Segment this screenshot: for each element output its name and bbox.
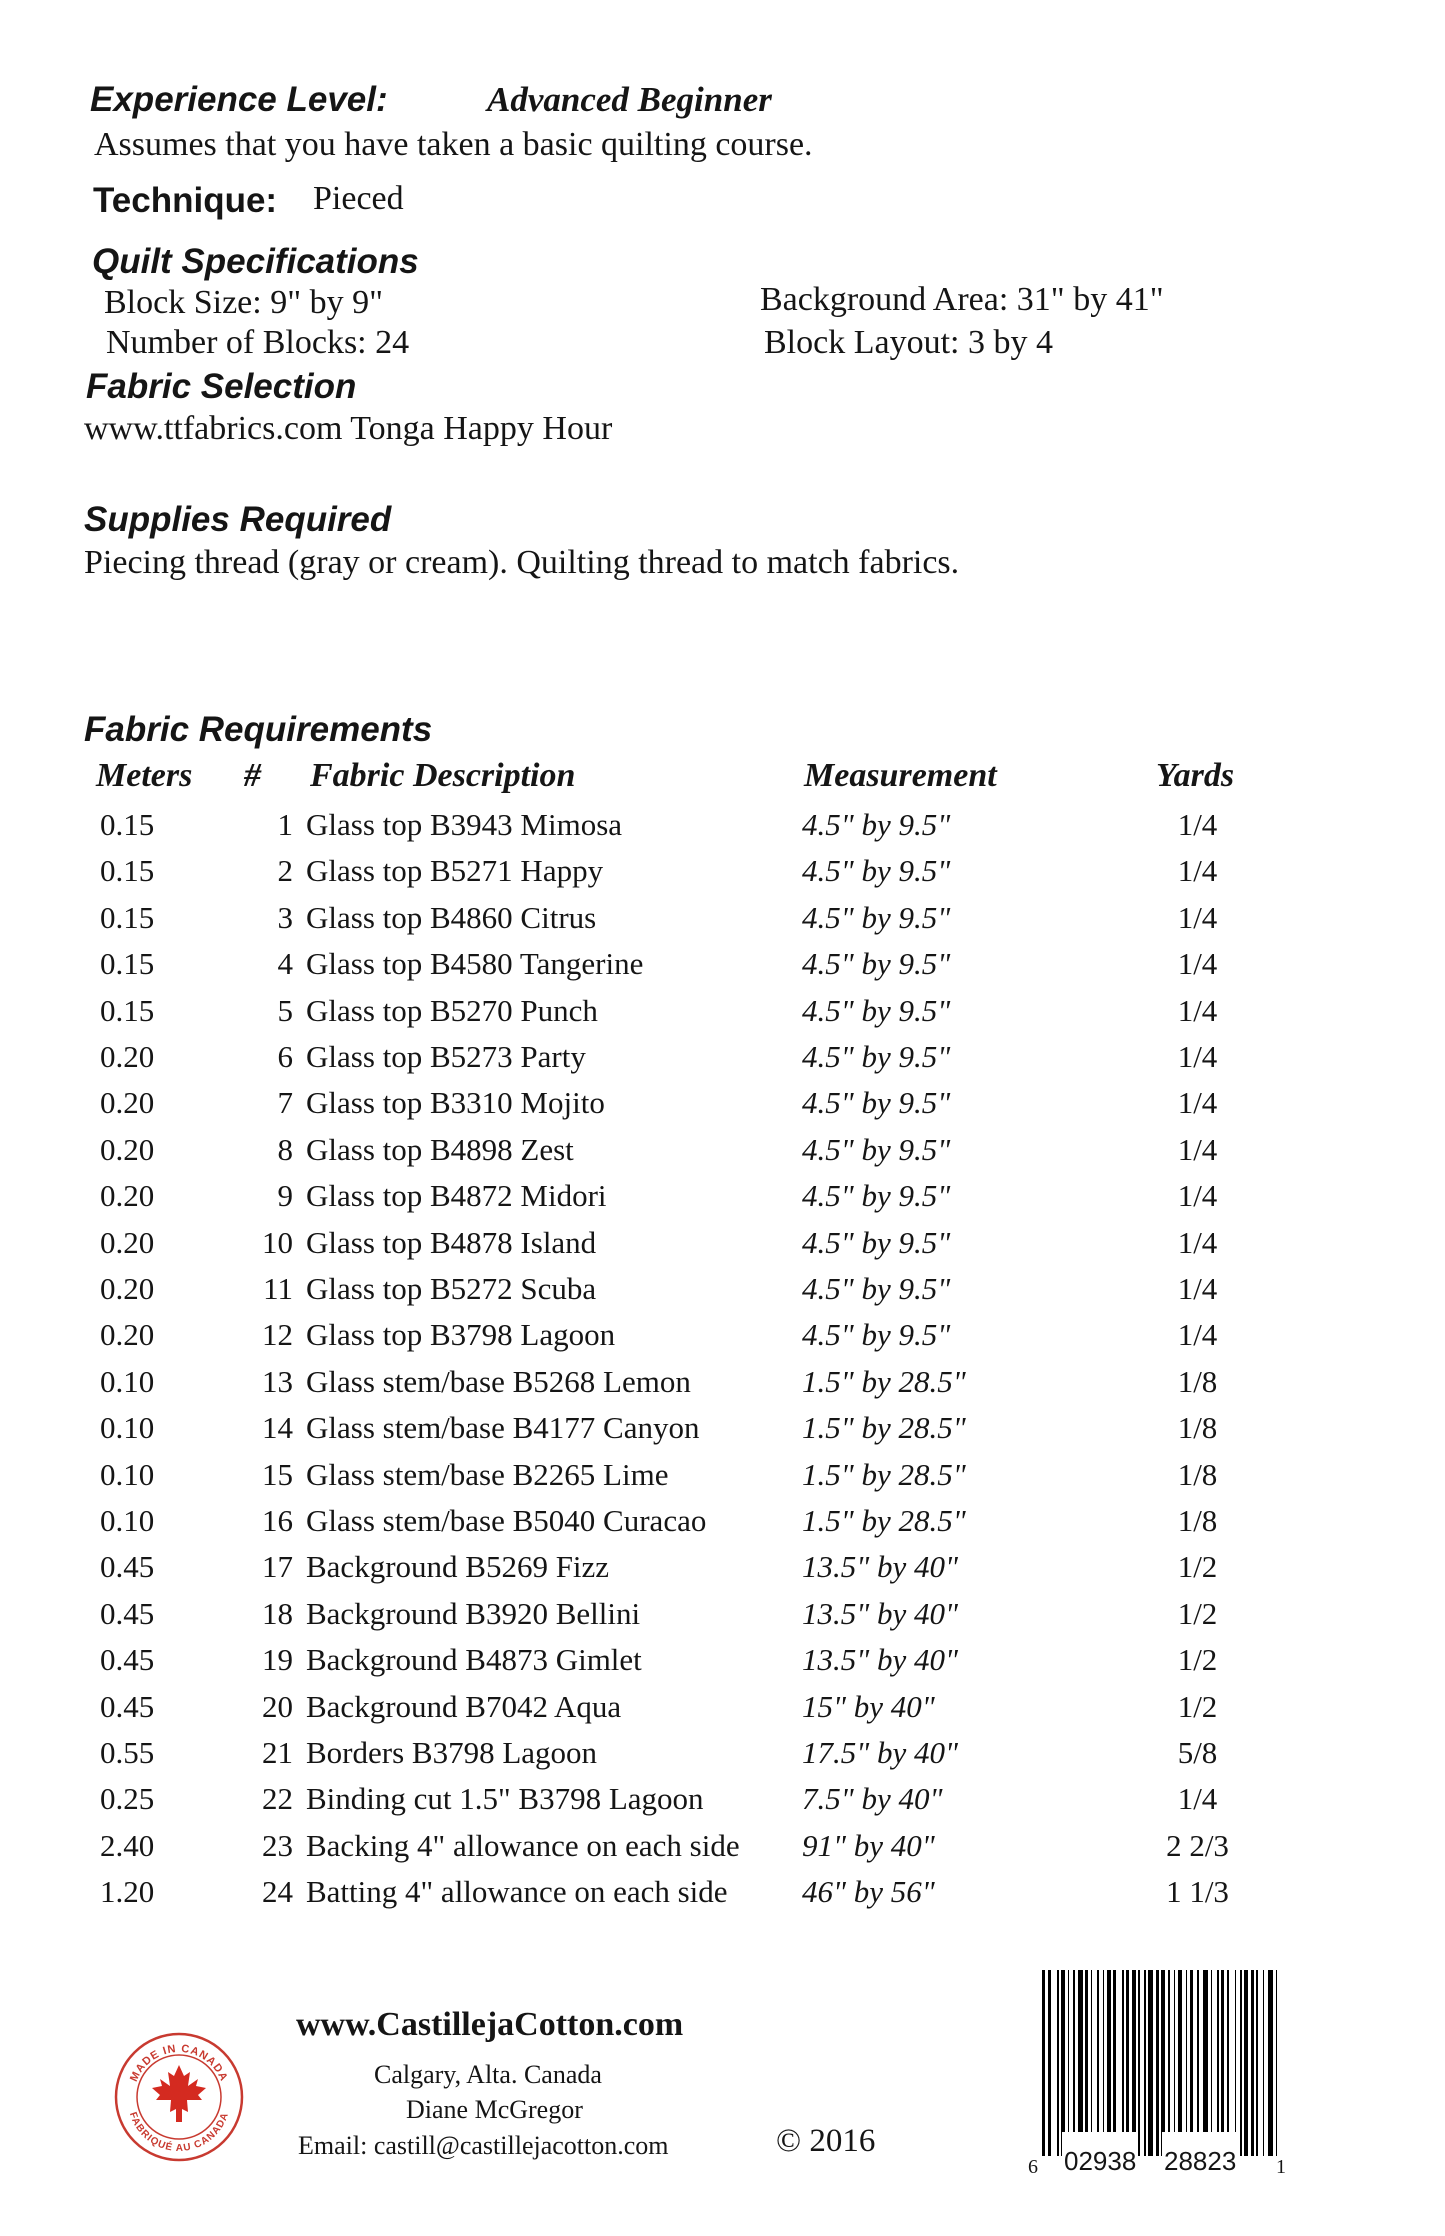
barcode-bar: [1235, 1970, 1236, 2156]
barcode-bar: [1276, 1970, 1277, 2156]
number-cell: 17: [262, 1549, 293, 1584]
block-layout: Block Layout: 3 by 4: [764, 324, 1053, 361]
yards-cell: 1/4: [1177, 1132, 1218, 1167]
yards-cell: 2 2/3: [1166, 1828, 1229, 1863]
description-cell: Background B7042 Aqua: [306, 1689, 622, 1724]
barcode-bar: [1244, 1970, 1248, 2156]
experience-level-label: Experience Level:: [90, 80, 388, 119]
measurement-cell: 1.5" by 28.5": [802, 1503, 966, 1538]
table-row: [0, 946, 1445, 992]
barcode-lead-digit: 6: [1028, 2156, 1038, 2178]
yards-cell: 1/8: [1177, 1457, 1218, 1492]
meters-cell: 0.20: [100, 1317, 155, 1352]
barcode-bar: [1042, 1970, 1045, 2156]
seal-bottom-text: FABRIQUÉ AU CANADA: [126, 2110, 232, 2155]
experience-level-value: Advanced Beginner: [487, 80, 772, 119]
fabric-selection-text: www.ttfabrics.com Tonga Happy Hour: [84, 410, 613, 447]
barcode-check-digit: 1: [1276, 2156, 1286, 2178]
table-row: [0, 807, 1445, 853]
table-row: [0, 900, 1445, 946]
city-text: Calgary, Alta. Canada: [374, 2060, 602, 2089]
number-cell: 10: [262, 1225, 293, 1260]
author-name: Diane McGregor: [406, 2095, 583, 2124]
description-cell: Glass top B3310 Mojito: [306, 1085, 605, 1120]
block-size: Block Size: 9" by 9": [104, 284, 383, 321]
barcode-right-digits: 28823: [1164, 2146, 1237, 2176]
table-row: [0, 1689, 1445, 1735]
number-cell: 6: [277, 1039, 293, 1074]
number-cell: 13: [262, 1364, 293, 1399]
barcode-bar: [1156, 1970, 1159, 2156]
meters-cell: 0.10: [100, 1410, 155, 1445]
barcode-bar: [1186, 1970, 1187, 2156]
number-cell: 3: [277, 900, 293, 935]
yards-cell: 1/2: [1177, 1689, 1218, 1724]
quilt-specifications-heading: Quilt Specifications: [92, 242, 419, 281]
number-cell: 20: [262, 1689, 293, 1724]
yards-cell: 1/4: [1177, 1039, 1218, 1074]
barcode-bar: [1073, 1970, 1075, 2156]
barcode-bar: [1122, 1970, 1124, 2156]
number-cell: 4: [277, 946, 293, 981]
table-row: [0, 1642, 1445, 1688]
measurement-cell: 1.5" by 28.5": [802, 1457, 966, 1492]
barcode-bar: [1097, 1970, 1099, 2156]
experience-note: Assumes that you have taken a basic quilting course.: [94, 126, 813, 163]
meters-cell: 0.15: [100, 993, 155, 1028]
number-cell: 5: [277, 993, 293, 1028]
description-cell: Glass stem/base B4177 Canyon: [306, 1410, 700, 1445]
meters-cell: 0.45: [100, 1596, 155, 1631]
meters-cell: 0.20: [100, 1271, 155, 1306]
number-cell: 2: [277, 853, 293, 888]
meters-cell: 0.20: [100, 1225, 155, 1260]
col-yards-header: Yards: [1156, 757, 1235, 794]
table-row: [0, 1735, 1445, 1781]
number-cell: 24: [262, 1874, 293, 1909]
number-cell: 22: [262, 1781, 293, 1816]
barcode-bar: [1068, 1970, 1069, 2156]
barcode-bar: [1203, 1970, 1208, 2156]
table-row: [0, 1178, 1445, 1224]
barcode-left-digits: 02938: [1064, 2146, 1137, 2176]
barcode-bar: [1221, 1970, 1224, 2156]
meters-cell: 0.15: [100, 807, 155, 842]
table-row: [0, 1364, 1445, 1410]
barcode: [1028, 1970, 1290, 2182]
table-row: [0, 853, 1445, 899]
barcode-bar: [1061, 1970, 1065, 2156]
measurement-cell: 15" by 40": [802, 1689, 935, 1724]
email-link[interactable]: Email: castill@castillejacotton.com: [298, 2131, 669, 2160]
number-cell: 8: [277, 1132, 293, 1167]
measurement-cell: 4.5" by 9.5": [802, 1225, 951, 1260]
measurement-cell: 46" by 56": [802, 1874, 935, 1909]
number-cell: 14: [262, 1410, 293, 1445]
barcode-bar: [1144, 1970, 1146, 2156]
fabric-requirements-heading: Fabric Requirements: [84, 710, 433, 749]
measurement-cell: 4.5" by 9.5": [802, 1132, 951, 1167]
meters-cell: 1.20: [100, 1874, 155, 1909]
meters-cell: 0.15: [100, 900, 155, 935]
barcode-bar: [1113, 1970, 1116, 2156]
description-cell: Glass top B4580 Tangerine: [306, 946, 644, 981]
number-cell: 16: [262, 1503, 293, 1538]
meters-cell: 0.10: [100, 1503, 155, 1538]
barcode-bar: [1161, 1970, 1165, 2156]
measurement-cell: 4.5" by 9.5": [802, 946, 951, 981]
measurement-cell: 4.5" by 9.5": [802, 1317, 951, 1352]
meters-cell: 0.25: [100, 1781, 155, 1816]
meters-cell: 0.20: [100, 1039, 155, 1074]
description-cell: Binding cut 1.5" B3798 Lagoon: [306, 1781, 704, 1816]
col-number-header: #: [244, 757, 261, 794]
table-row: [0, 1085, 1445, 1131]
table-row: [0, 1039, 1445, 1085]
barcode-bar: [1103, 1970, 1104, 2156]
measurement-cell: 4.5" by 9.5": [802, 1271, 951, 1306]
yards-cell: 1/2: [1177, 1549, 1218, 1584]
table-row: [0, 1781, 1445, 1827]
yards-cell: 1/4: [1177, 1225, 1218, 1260]
barcode-bar: [1178, 1970, 1182, 2156]
barcode-bar: [1211, 1970, 1212, 2156]
description-cell: Glass top B4872 Midori: [306, 1178, 607, 1213]
measurement-cell: 4.5" by 9.5": [802, 900, 951, 935]
supplies-required-heading: Supplies Required: [84, 500, 392, 539]
description-cell: Borders B3798 Lagoon: [306, 1735, 598, 1770]
meters-cell: 0.10: [100, 1457, 155, 1492]
number-cell: 15: [262, 1457, 293, 1492]
measurement-cell: 4.5" by 9.5": [802, 1178, 951, 1213]
yards-cell: 1/4: [1177, 1178, 1218, 1213]
yards-cell: 1/2: [1177, 1642, 1218, 1677]
description-cell: Batting 4" allowance on each side: [306, 1874, 728, 1909]
description-cell: Background B3920 Bellini: [306, 1596, 641, 1631]
yards-cell: 1/4: [1177, 1085, 1218, 1120]
barcode-bar: [1197, 1970, 1199, 2156]
table-row: [0, 1828, 1445, 1874]
measurement-cell: 17.5" by 40": [802, 1735, 959, 1770]
barcode-bar: [1148, 1970, 1153, 2156]
yards-cell: 1/4: [1177, 1271, 1218, 1306]
meters-cell: 0.45: [100, 1642, 155, 1677]
table-row: [0, 993, 1445, 1039]
barcode-bar: [1190, 1970, 1193, 2156]
number-cell: 1: [277, 807, 293, 842]
description-cell: Glass top B5271 Happy: [306, 853, 604, 888]
table-row: [0, 1271, 1445, 1317]
barcode-bar: [1048, 1970, 1051, 2156]
barcode-bar: [1174, 1970, 1175, 2156]
barcode-bar: [1256, 1970, 1258, 2156]
barcode-bar: [1057, 1970, 1059, 2156]
barcode-bar: [1132, 1970, 1136, 2156]
number-cell: 18: [262, 1596, 293, 1631]
fabric-selection-heading: Fabric Selection: [86, 367, 357, 406]
description-cell: Glass stem/base B5040 Curacao: [306, 1503, 707, 1538]
measurement-cell: 4.5" by 9.5": [802, 993, 951, 1028]
measurement-cell: 1.5" by 28.5": [802, 1410, 966, 1445]
meters-cell: 0.20: [100, 1132, 155, 1167]
yards-cell: 1/8: [1177, 1503, 1218, 1538]
measurement-cell: 4.5" by 9.5": [802, 853, 951, 888]
description-cell: Glass top B5272 Scuba: [306, 1271, 597, 1306]
col-meters-header: Meters: [96, 757, 193, 794]
description-cell: Glass top B3798 Lagoon: [306, 1317, 616, 1352]
meters-cell: 0.10: [100, 1364, 155, 1399]
barcode-bar: [1168, 1970, 1170, 2156]
description-cell: Glass stem/base B5268 Lemon: [306, 1364, 691, 1399]
description-cell: Glass top B4860 Citrus: [306, 900, 597, 935]
measurement-cell: 13.5" by 40": [802, 1642, 959, 1677]
meters-cell: 2.40: [100, 1828, 155, 1863]
description-cell: Glass top B4878 Island: [306, 1225, 597, 1260]
description-cell: Glass top B5270 Punch: [306, 993, 598, 1028]
description-cell: Glass top B5273 Party: [306, 1039, 586, 1074]
description-cell: Backing 4" allowance on each side: [306, 1828, 740, 1863]
table-row: [0, 1457, 1445, 1503]
description-cell: Glass top B3943 Mimosa: [306, 807, 623, 842]
yards-cell: 5/8: [1177, 1735, 1218, 1770]
meters-cell: 0.45: [100, 1689, 155, 1724]
number-cell: 19: [262, 1642, 293, 1677]
barcode-bar: [1268, 1970, 1273, 2156]
measurement-cell: 4.5" by 9.5": [802, 1039, 951, 1074]
barcode-bar: [1138, 1970, 1140, 2156]
yards-cell: 1/4: [1177, 807, 1218, 842]
barcode-bar: [1078, 1970, 1083, 2156]
meters-cell: 0.15: [100, 853, 155, 888]
yards-cell: 1/4: [1177, 853, 1218, 888]
col-measurement-header: Measurement: [804, 757, 997, 794]
number-cell: 21: [262, 1735, 293, 1770]
table-row: [0, 1549, 1445, 1595]
number-cell: 9: [277, 1178, 293, 1213]
meters-cell: 0.45: [100, 1549, 155, 1584]
description-cell: Background B4873 Gimlet: [306, 1642, 642, 1677]
number-cell: 23: [262, 1828, 293, 1863]
barcode-bar: [1240, 1970, 1242, 2156]
meters-cell: 0.20: [100, 1178, 155, 1213]
description-cell: Background B5269 Fizz: [306, 1549, 610, 1584]
yards-cell: 1/4: [1177, 946, 1218, 981]
number-of-blocks: Number of Blocks: 24: [106, 324, 410, 361]
technique-label: Technique:: [93, 181, 278, 220]
table-row: [0, 1874, 1445, 1920]
measurement-cell: 1.5" by 28.5": [802, 1364, 966, 1399]
description-cell: Glass top B4898 Zest: [306, 1132, 574, 1167]
barcode-bar: [1217, 1970, 1219, 2156]
supplies-text: Piecing thread (gray or cream). Quilting thread to match fabrics.: [84, 544, 960, 581]
table-row: [0, 1317, 1445, 1363]
yards-cell: 1/4: [1177, 1781, 1218, 1816]
copyright-text: © 2016: [776, 2123, 876, 2159]
maple-leaf-icon: [152, 2065, 206, 2122]
yards-cell: 1 1/3: [1166, 1874, 1229, 1909]
number-cell: 12: [262, 1317, 293, 1352]
number-cell: 7: [277, 1085, 293, 1120]
barcode-bar: [1263, 1970, 1264, 2156]
yards-cell: 1/4: [1177, 1317, 1218, 1352]
meters-cell: 0.20: [100, 1085, 155, 1120]
measurement-cell: 4.5" by 9.5": [802, 807, 951, 842]
barcode-bar: [1085, 1970, 1088, 2156]
table-row: [0, 1132, 1445, 1178]
measurement-cell: 4.5" by 9.5": [802, 1085, 951, 1120]
technique-value: Pieced: [313, 180, 404, 217]
barcode-bar: [1126, 1970, 1129, 2156]
measurement-cell: 13.5" by 40": [802, 1549, 959, 1584]
description-cell: Glass stem/base B2265 Lime: [306, 1457, 669, 1492]
yards-cell: 1/8: [1177, 1410, 1218, 1445]
seal-top-text: MADE IN CANADA: [128, 2042, 230, 2084]
meters-cell: 0.15: [100, 946, 155, 981]
yards-cell: 1/8: [1177, 1364, 1218, 1399]
yards-cell: 1/2: [1177, 1596, 1218, 1631]
measurement-cell: 91" by 40": [802, 1828, 935, 1863]
background-area: Background Area: 31" by 41": [760, 281, 1164, 318]
made-in-canada-seal: [112, 2030, 247, 2165]
yards-cell: 1/4: [1177, 900, 1218, 935]
barcode-bar: [1227, 1970, 1229, 2156]
table-row: [0, 1596, 1445, 1642]
barcode-bar: [1107, 1970, 1111, 2156]
measurement-cell: 13.5" by 40": [802, 1596, 959, 1631]
yards-cell: 1/4: [1177, 993, 1218, 1028]
table-row: [0, 1410, 1445, 1456]
barcode-bar: [1091, 1970, 1092, 2156]
website-link[interactable]: www.CastillejaCotton.com: [296, 2006, 684, 2043]
meters-cell: 0.55: [100, 1735, 155, 1770]
table-row: [0, 1225, 1445, 1271]
barcode-bar: [1251, 1970, 1254, 2156]
number-cell: 11: [263, 1271, 293, 1306]
col-description-header: Fabric Description: [310, 757, 576, 794]
measurement-cell: 7.5" by 40": [802, 1781, 943, 1816]
table-row: [0, 1503, 1445, 1549]
